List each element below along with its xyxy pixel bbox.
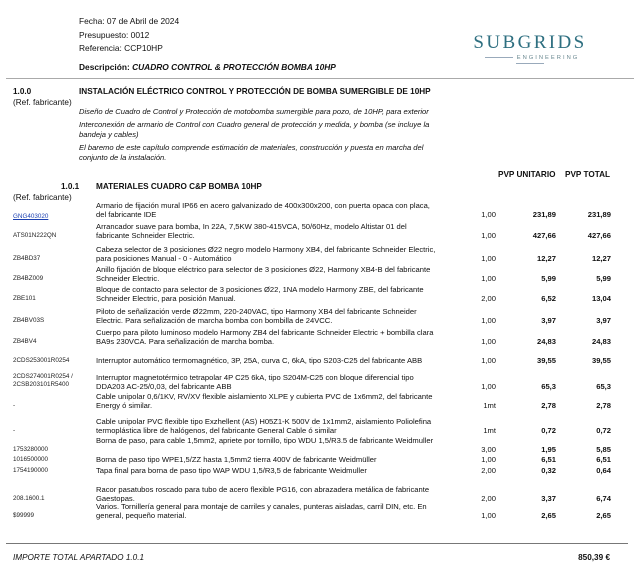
table-row xyxy=(0,485,640,503)
company-logo xyxy=(468,33,592,73)
item-code: 2CDS253001R0254 xyxy=(13,357,70,364)
item-total-price: 2,78 xyxy=(596,401,611,410)
item-quantity: 1,00 xyxy=(481,382,496,391)
item-code: 2CDS274001R0254 / 2CSB203101R5400 xyxy=(13,373,73,388)
item-description: Cuerpo para piloto luminoso modelo Harmony ZB4 del fabricante Schneider Electric + bombilla clara BA9s 230VCA. Para señalización de marcha bomba. xyxy=(96,328,434,347)
footer-rule xyxy=(6,543,628,544)
item-total-price: 3,97 xyxy=(596,316,611,325)
item-unit-price: 6,51 xyxy=(541,455,556,464)
item-quantity: 1,00 xyxy=(481,274,496,283)
table-row xyxy=(0,201,640,219)
item-quantity: 1,00 xyxy=(481,511,496,520)
description-line xyxy=(79,62,336,72)
item-code: ZB4BZ009 xyxy=(13,275,44,282)
item-description: Bloque de contacto para selector de 3 posiciones Ø22, 1NA modelo Harmony ZBE, del fabricante Schneider Electric, para posición Manual. xyxy=(96,285,424,304)
item-description: Racor pasatubos roscado para tubo de acero flexible PG16, con abrazadera metálica de fabricante Gaestopas. xyxy=(96,485,430,504)
section-paragraph-2: Interconexión de armario de Control con Cuadro general de protección y medida, y bomba (se incluye la bandeja y cables) xyxy=(79,120,430,139)
item-total-price: 0,72 xyxy=(596,426,611,435)
table-row xyxy=(0,222,640,240)
item-description: Armario de fijación mural IP66 en acero galvanizado de 400x300x200, con puerta opaca con placa, del fabricante IDE xyxy=(96,201,430,220)
table-row xyxy=(0,466,640,476)
item-unit-price: 6,52 xyxy=(541,294,556,303)
item-quantity: 3,00 xyxy=(481,445,496,454)
table-row xyxy=(0,328,640,346)
section-paragraph-3: El baremo de este capítulo comprende estimación de materiales, construcción y puesta en marcha del conjunto de la instalación. xyxy=(79,143,424,162)
item-unit-price: 3,37 xyxy=(541,494,556,503)
item-total-price: 5,99 xyxy=(596,274,611,283)
reference-line: Referencia: CCP10HP xyxy=(79,43,163,53)
item-total-price: 39,55 xyxy=(591,356,611,365)
table-row xyxy=(0,356,640,366)
item-code: ZB4BV03S xyxy=(13,317,45,324)
item-description: Cable unipolar PVC flexible tipo Exzhellent (AS) H05Z1-K 500V de 1x1mm2, aislamiento Poliolefina termoplástica libre de halógenos, del fabricante General Cable ó similar xyxy=(96,417,432,436)
item-total-price: 6,74 xyxy=(596,494,611,503)
item-total-price: 231,89 xyxy=(587,210,611,219)
table-row xyxy=(0,265,640,283)
table-row xyxy=(0,373,640,391)
item-code: ZBE101 xyxy=(13,295,36,302)
footer-label: IMPORTE TOTAL APARTADO 1.0.1 xyxy=(13,553,145,562)
item-unit-price: 3,97 xyxy=(541,316,556,325)
item-description: Arrancador suave para bomba, In 22A, 7,5KW 380-415VCA, 50/60Hz, modelo Altistar 01 del fabricante Schneider Electric. xyxy=(96,222,407,241)
item-description: Borna de paso tipo WPE1,5/ZZ hasta 1,5mm2 tierra 400V de fabricante Weidmüller xyxy=(96,455,377,464)
table-row xyxy=(0,455,640,465)
item-unit-price: 0,72 xyxy=(541,426,556,435)
item-unit-price: 24,83 xyxy=(536,337,556,346)
table-row xyxy=(0,392,640,410)
item-description: Piloto de señalización verde Ø22mm, 220-240VAC, tipo Harmony XB4 del fabricante Schneider Electric. Para señalización de marcha bomba con bombilla de 24VCC. xyxy=(96,307,417,326)
item-description: Varios. Tornillería general para montaje de carriles y canales, punteras aisladas, carril DIN, etc. En general, pequeño material. xyxy=(96,502,427,521)
item-unit-price: 2,65 xyxy=(541,511,556,520)
item-code: ZB4BV4 xyxy=(13,338,37,345)
item-total-price: 427,66 xyxy=(587,231,611,240)
item-quantity: 1,00 xyxy=(481,316,496,325)
item-unit-price: 0,32 xyxy=(541,466,556,475)
item-quantity: 1,00 xyxy=(481,254,496,263)
item-code: ATS01N222QN xyxy=(13,232,57,239)
subsection-number: 1.0.1 xyxy=(61,182,80,191)
item-unit-price: 39,55 xyxy=(536,356,556,365)
item-quantity: 1mt xyxy=(483,401,496,410)
item-total-price: 2,65 xyxy=(596,511,611,520)
subsection-ref: (Ref. fabricante) xyxy=(13,193,72,202)
table-row xyxy=(0,307,640,325)
item-total-price: 12,27 xyxy=(591,254,611,263)
item-total-price: 5,85 xyxy=(596,445,611,454)
date-line: Fecha: 07 de Abril de 2024 xyxy=(79,16,180,26)
section-number: 1.0.0 xyxy=(13,87,32,96)
item-description: Interruptor automático termomagnético, 3P, 25A, curva C, 6kA, tipo S203-C25 del fabricante ABB xyxy=(96,356,423,365)
item-code: 1753280000 xyxy=(13,446,49,453)
item-quantity: 1,00 xyxy=(481,337,496,346)
item-quantity: 1,00 xyxy=(481,210,496,219)
item-code: - xyxy=(13,427,16,434)
item-quantity: 2,00 xyxy=(481,466,496,475)
table-row xyxy=(0,245,640,263)
item-unit-price: 65,3 xyxy=(541,382,556,391)
item-unit-price: 2,78 xyxy=(541,401,556,410)
description-label: Descripción: xyxy=(79,62,130,72)
section-title: INSTALACIÓN ELÉCTRICO CONTROL Y PROTECCIÓN DE BOMBA SUMERGIBLE DE 10HP xyxy=(79,87,431,96)
footer-total: 850,39 € xyxy=(578,553,610,562)
item-quantity: 1mt xyxy=(483,426,496,435)
item-total-price: 0,64 xyxy=(596,466,611,475)
item-code-link[interactable]: GNG403020 xyxy=(13,213,49,220)
item-code: - xyxy=(13,402,16,409)
description-value: CUADRO CONTROL & PROTECCIÓN BOMBA 10HP xyxy=(132,62,336,72)
item-code: $99999 xyxy=(13,512,35,519)
section-paragraph-1: Diseño de Cuadro de Control y Protección de motobomba sumergible para pozo, de 10HP, para exterior xyxy=(79,107,429,116)
subsection-title: MATERIALES CUADRO C&P BOMBA 10HP xyxy=(96,182,262,191)
item-unit-price: 12,27 xyxy=(536,254,556,263)
table-row xyxy=(0,417,640,435)
item-total-price: 65,3 xyxy=(596,382,611,391)
item-description: Borna de paso, para cable 1,5mm2, apriete por tornillo, tipo WDU 1,5/R3.5 de fabricante Weidmuller xyxy=(96,436,434,445)
item-quantity: 1,00 xyxy=(481,231,496,240)
column-header-total-price: PVP TOTAL xyxy=(565,170,611,179)
item-quantity: 2,00 xyxy=(481,494,496,503)
item-description: Cabeza selector de 3 posiciones Ø22 negro modelo Harmony XB4, del fabricante Schneider Electric, para posiciones Manual - 0 - Automático xyxy=(96,245,436,264)
item-code: 208.1600.1 xyxy=(13,495,45,502)
item-unit-price: 427,66 xyxy=(532,231,556,240)
item-total-price: 6,51 xyxy=(596,455,611,464)
item-code: 1016500000 xyxy=(13,456,49,463)
section-ref: (Ref. fabricante) xyxy=(13,98,72,107)
item-code: 1754190000 xyxy=(13,467,49,474)
logo-sub-text: ENGINEERING xyxy=(468,55,592,67)
item-unit-price: 1,95 xyxy=(541,445,556,454)
item-unit-price: 231,89 xyxy=(532,210,556,219)
item-total-price: 13,04 xyxy=(591,294,611,303)
column-header-unit-price: PVP UNITARIO xyxy=(498,170,556,179)
table-row xyxy=(0,285,640,303)
item-quantity: 2,00 xyxy=(481,294,496,303)
item-description: Cable unipolar 0,6/1KV, RV/XV flexible aislamiento XLPE y cubierta PVC de 1x6mm2, del fabricante Energy ó similar. xyxy=(96,392,433,411)
table-row xyxy=(0,502,640,520)
item-description: Interruptor magnetotérmico tetrapolar 4P C25 6kA, tipo S204M-C25 con bloque diferencial tipo DDA203 AC-25/0,03, del fabricante ABB xyxy=(96,373,414,392)
table-row xyxy=(0,436,640,454)
item-description: Tapa final para borna de paso tipo WAP WDU 1,5/R3,5 de fabricante Weidmuller xyxy=(96,466,367,475)
item-total-price: 24,83 xyxy=(591,337,611,346)
item-description: Anillo fijación de bloque eléctrico para selector de 3 posiciones Ø22, Harmony XB4-B del fabricante Schneider Electric. xyxy=(96,265,431,284)
logo-main-text: SUBGRIDS xyxy=(473,32,587,53)
item-unit-price: 5,99 xyxy=(541,274,556,283)
budget-line: Presupuesto: 0012 xyxy=(79,30,150,40)
item-code: ZB4BD37 xyxy=(13,255,41,262)
item-quantity: 1,00 xyxy=(481,356,496,365)
item-quantity: 1,00 xyxy=(481,455,496,464)
